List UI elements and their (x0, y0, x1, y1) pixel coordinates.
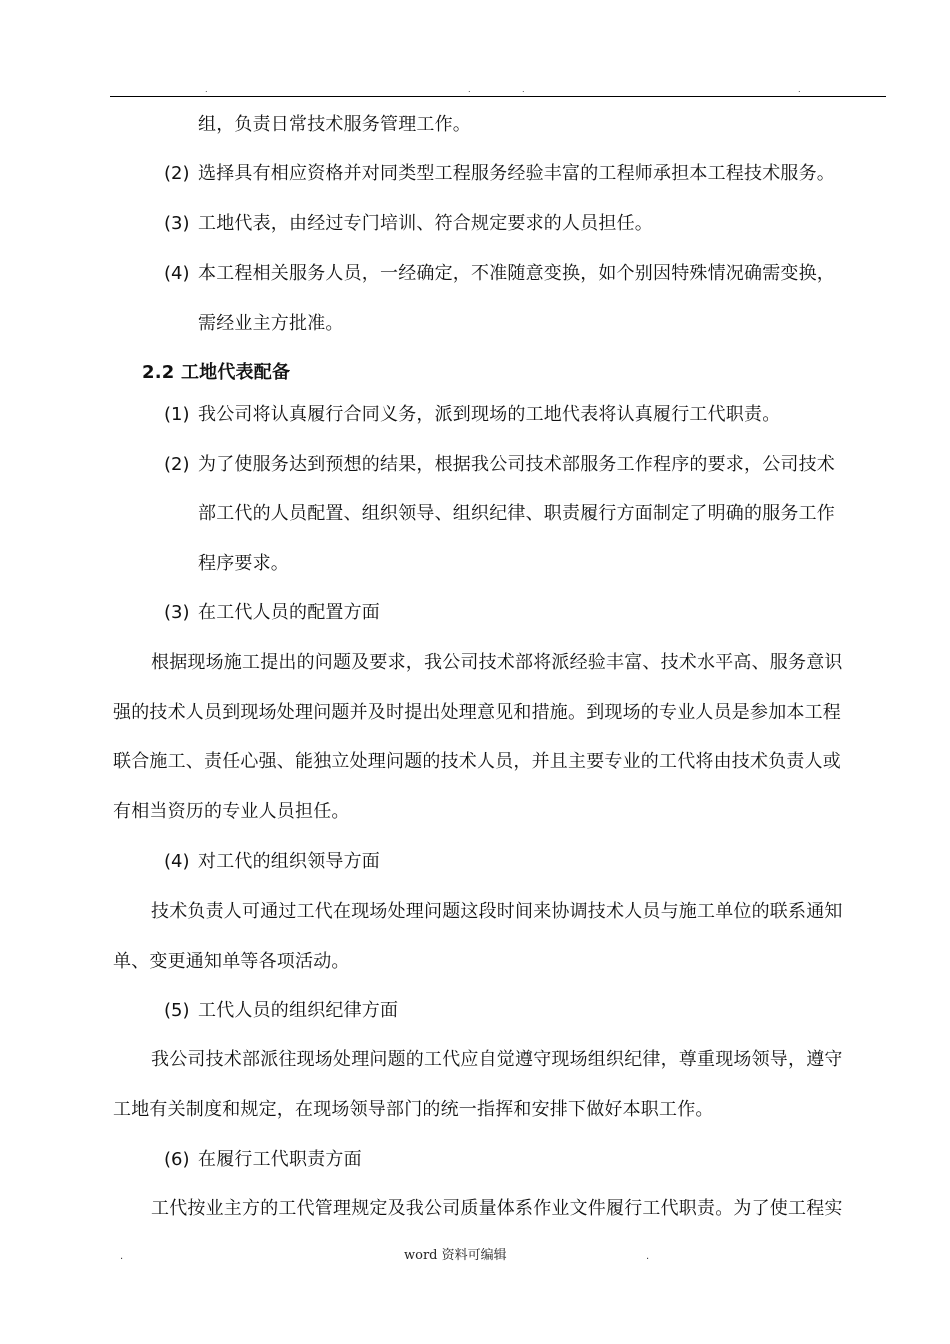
list-number: (6) (164, 1149, 190, 1170)
list-item-text: 本工程相关服务人员，一经确定，不准随意变换，如个别因特殊情况确需变换， (198, 263, 835, 284)
list-number: (1) (164, 404, 190, 425)
footer-text: word 资料可编辑 (404, 1248, 507, 1263)
body-line: 技术负责人可通过工代在现场处理问题这段时间来协调技术人员与施工单位的联系通知 (151, 901, 843, 922)
list-number: (3) (164, 602, 190, 623)
header-dot: . (468, 85, 471, 94)
header-dot: . (798, 85, 801, 94)
body-line: 工代按业主方的工代管理规定及我公司质量体系作业文件履行工代职责。为了使工程实 (151, 1198, 843, 1219)
body-line: 单、变更通知单等各项活动。 (113, 951, 350, 972)
body-line: 部工代的人员配置、组织领导、组织纪律、职责履行方面制定了明确的服务工作 (198, 503, 835, 524)
section-heading: 2.2 工地代表配备 (142, 362, 291, 383)
body-line: 需经业主方批准。 (198, 313, 344, 334)
list-item-text: 对工代的组织领导方面 (198, 851, 380, 872)
list-item-text: 我公司将认真履行合同义务，派到现场的工地代表将认真履行工代职责。 (198, 404, 781, 425)
header-dot: . (522, 85, 525, 94)
list-item-text: 工地代表，由经过专门培训、符合规定要求的人员担任。 (198, 213, 653, 234)
list-number: (3) (164, 213, 190, 234)
list-number: (2) (164, 454, 190, 475)
list-item-text: 为了使服务达到预想的结果，根据我公司技术部服务工作程序的要求，公司技术 (198, 454, 835, 475)
body-line: 有相当资历的专业人员担任。 (113, 801, 350, 822)
header-dot: . (205, 85, 208, 94)
list-item-text: 选择具有相应资格并对同类型工程服务经验丰富的工程师承担本工程技术服务。 (198, 163, 835, 184)
list-item-text: 在履行工代职责方面 (198, 1149, 362, 1170)
list-number: (2) (164, 163, 190, 184)
body-line: 组，负责日常技术服务管理工作。 (198, 114, 471, 135)
footer-dot: . (646, 1251, 650, 1262)
list-number: (4) (164, 851, 190, 872)
list-number: (4) (164, 263, 190, 284)
list-item-text: 工代人员的组织纪律方面 (198, 1000, 399, 1021)
list-number: (5) (164, 1000, 190, 1021)
body-line: 我公司技术部派往现场处理问题的工代应自觉遵守现场组织纪律，尊重现场领导，遵守 (151, 1049, 843, 1070)
footer-dot: . (120, 1251, 124, 1262)
body-line: 根据现场施工提出的问题及要求，我公司技术部将派经验丰富、技术水平高、服务意识 (151, 652, 843, 673)
body-line: 联合施工、责任心强、能独立处理问题的技术人员，并且主要专业的工代将由技术负责人或 (113, 751, 841, 772)
header-rule (110, 96, 886, 97)
body-line: 程序要求。 (198, 553, 289, 574)
body-line: 强的技术人员到现场处理问题并及时提出处理意见和措施。到现场的专业人员是参加本工程 (113, 702, 841, 723)
body-line: 工地有关制度和规定，在现场领导部门的统一指挥和安排下做好本职工作。 (113, 1099, 714, 1120)
list-item-text: 在工代人员的配置方面 (198, 602, 380, 623)
